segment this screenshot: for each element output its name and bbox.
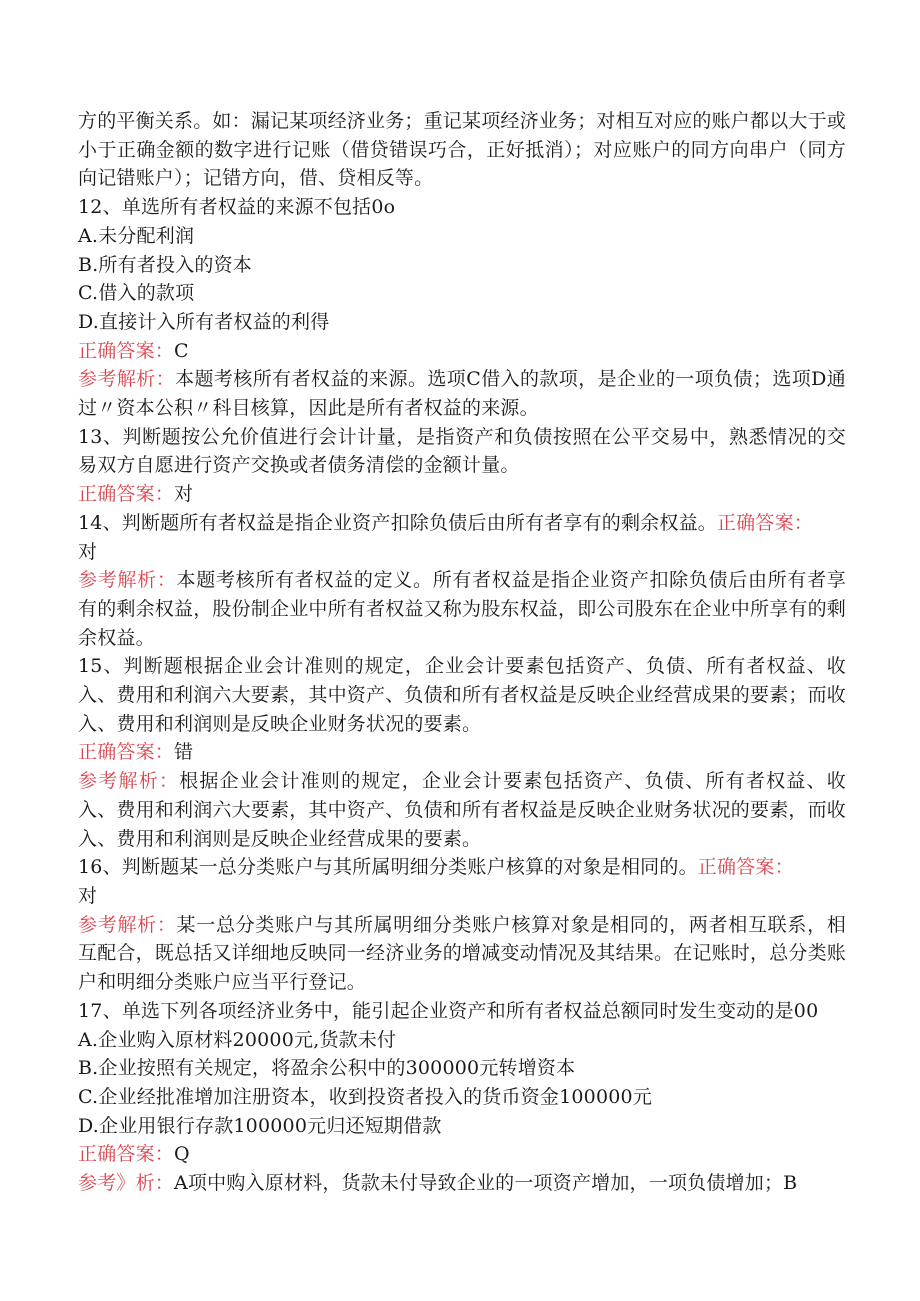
question-stem-with-answer	[78, 509, 846, 566]
answer-label: 正确答案：	[78, 741, 175, 764]
option-c: C.企业经批准增加注册资本，收到投资者投入的货币资金100000元	[78, 1085, 653, 1108]
question-17	[78, 997, 846, 1198]
question-12	[78, 193, 846, 423]
question-stem: 13、判断题按公允价值进行会计计量，是指资产和负债按照在公平交易中，熟悉情况的交易双方自愿进行资产交换或者债务清偿的金额计量。	[78, 425, 846, 477]
answer-value: 错	[174, 741, 194, 764]
question-stem: 14、判断题所有者权益是指企业资产扣除负债后由所有者享有的剩余权益。	[78, 511, 717, 534]
option-b: B.所有者投入的资本	[78, 253, 253, 276]
question-stem: 17、单选下列各项经济业务中，能引起企业资产和所有者权益总额同时发生变动的是00	[78, 999, 819, 1022]
answer-line	[78, 480, 846, 509]
analysis-text: 本题考核所有者权益的来源。选项C借入的款项，是企业的一项负债；选项D通过〃资本公积〃科目核算，因此是所有者权益的来源。	[78, 368, 846, 420]
analysis-label: 参考解析：	[78, 913, 177, 936]
document-page	[78, 107, 846, 1198]
option-c: C.借入的款项	[78, 282, 195, 305]
analysis-line	[78, 767, 846, 853]
analysis-text: 本题考核所有者权益的定义。所有者权益是指企业资产扣除负债后由所有者享有的剩余权益，股份制企业中所有者权益又称为股东权益，即公司股东在企业中所享有的剩余权益。	[78, 569, 847, 649]
answer-line	[78, 738, 846, 767]
option-d: D.企业用银行存款100000元归还短期借款	[78, 1114, 442, 1137]
question-stem: 15、判断题根据企业会计准则的规定，企业会计要素包括资产、负债、所有者权益、收入、费用和利润六大要素，其中资产、负债和所有者权益是反映企业经营成果的要素；而收入、费用和利润则是反映企业财务状况的要素。	[78, 655, 847, 735]
answer-line	[78, 337, 846, 366]
answer-value: 对	[78, 540, 98, 563]
option-b: B.企业按照有关规定，将盈余公积中的300000元转增资本	[78, 1057, 576, 1080]
question-stem-with-answer	[78, 853, 846, 910]
option-a: A.未分配利润	[78, 224, 195, 247]
question-16	[78, 853, 846, 997]
analysis-text: 某一总分类账户与其所属明细分类账户核算对象是相同的，两者相互联系，相互配合，既总括又详细地反映同一经济业务的增减变动情况及其结果。在记账时，总分类账户和明细分类账户应当平行登记。	[78, 913, 847, 994]
question-15	[78, 652, 846, 853]
analysis-label: 参考解析：	[78, 569, 177, 592]
question-stem: 16、判断题某一总分类账户与其所属明细分类账户核算的对象是相同的。	[78, 856, 698, 879]
answer-value: 对	[78, 884, 98, 907]
answer-line	[78, 1140, 846, 1169]
analysis-line	[78, 566, 846, 652]
answer-value: 对	[174, 483, 194, 506]
answer-label: 正确答案：	[78, 339, 175, 362]
option-a: A.企业购入原材料20000元,货款未付	[78, 1028, 397, 1051]
answer-value: C	[174, 339, 189, 362]
analysis-label: 参考解析：	[78, 770, 180, 793]
analysis-label: 参考》析：	[78, 1172, 175, 1195]
analysis-line	[78, 911, 846, 997]
analysis-line	[78, 365, 846, 422]
intro-paragraph: 方的平衡关系。如：漏记某项经济业务；重记某项经济业务；对相互对应的账户都以大于或小于正确金额的数字进行记账（借贷错误巧合，正好抵消）；对应账户的同方向串户（同方向记错账户）；记错方向，借、贷相反等。	[78, 110, 847, 190]
question-stem: 12、单选所有者权益的来源不包括0o	[78, 196, 396, 219]
answer-label: 正确答案：	[78, 1143, 175, 1166]
question-13	[78, 423, 846, 509]
answer-label: 正确答案：	[697, 856, 794, 879]
analysis-text: A项中购入原材料，货款未付导致企业的一项资产增加，一项负债增加；B	[174, 1172, 798, 1195]
analysis-text: 根据企业会计准则的规定，企业会计要素包括资产、负债、所有者权益、收入、费用和利润六大要素，其中资产、负债和所有者权益是反映企业财务状况的要素，而收入、费用和利润则是反映企业经营成果的要素。	[78, 770, 847, 850]
answer-label: 正确答案：	[716, 511, 813, 534]
analysis-line	[78, 1169, 846, 1198]
question-14	[78, 509, 846, 653]
answer-label: 正确答案：	[78, 483, 175, 506]
analysis-label: 参考解析：	[78, 368, 176, 391]
option-d: D.直接计入所有者权益的利得	[78, 310, 330, 333]
answer-value: Q	[174, 1143, 190, 1166]
